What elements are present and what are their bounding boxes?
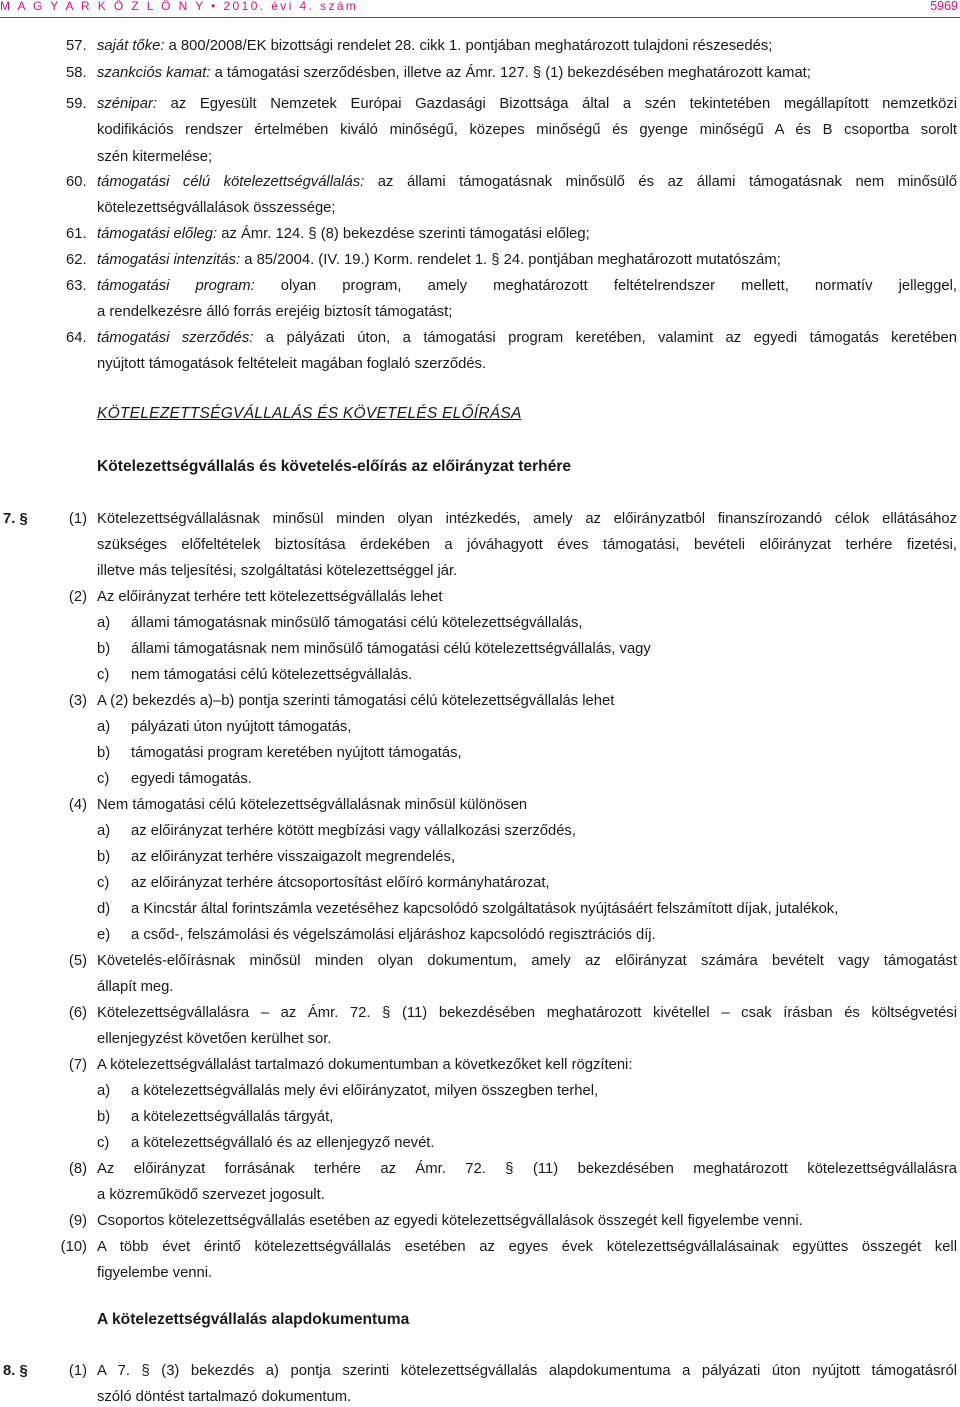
paragraph-text: Kötelezettségvállalásra – az Ámr. 72. § (11) bekezdésében meghatározott kivétellel – csak írásban és költségvetési <box>97 1005 957 1021</box>
paragraph-text: A több évet érintő kötelezettségvállalás esetében az egyes évek kötelezettségvállalásainak együttes összegét kell <box>97 1239 957 1255</box>
definition-continuation: a rendelkezésre álló forrás erejéig biztosít támogatást; <box>97 304 453 320</box>
paragraph-text: A 7. § (3) bekezdés a) pontja szerinti kötelezettségvállalás alapdokumentuma a pályázati úton nyújtott támogatásról <box>97 1363 957 1379</box>
chapter-title: KÖTELEZETTSÉGVÁLLALÁS ÉS KÖVETELÉS ELŐÍRÁSA <box>97 405 522 422</box>
item-text: a csőd-, felszámolási és végelszámolási eljáráshoz kapcsolódó regisztrációs díj. <box>131 927 656 943</box>
paragraph-number: (1) <box>68 1363 87 1379</box>
paragraph-text: szükséges előfeltételek biztosítása érdekében a jóváhagyott éves támogatási, bevételi előirányzat terhére fizetési, <box>97 537 957 553</box>
paragraph-text: szóló döntést tartalmazó dokumentum. <box>97 1389 352 1405</box>
item-letter: c) <box>97 1135 110 1151</box>
item-letter: c) <box>97 875 110 891</box>
definition-text: az Ámr. 124. § (8) bekezdése szerinti támogatási előleg; <box>217 226 590 242</box>
paragraph-text: ellenjegyzést követően kerülhet sor. <box>97 1031 332 1047</box>
paragraph-text: A (2) bekezdés a)–b) pontja szerinti támogatási célú kötelezettségvállalás lehet <box>97 693 615 709</box>
item-text: a kötelezettségvállaló és az ellenjegyző nevét. <box>131 1135 435 1151</box>
item-text: az előirányzat terhére átcsoportosítást előíró kormányhatározat, <box>131 875 550 891</box>
definition-text: a 85/2004. (IV. 19.) Korm. rendelet 1. § 24. pontjában meghatározott mutatószám; <box>240 252 781 268</box>
section-number: 7. § <box>3 511 28 527</box>
paragraph-text: állapít meg. <box>97 979 174 995</box>
item-text: támogatási program keretében nyújtott támogatás, <box>131 745 462 761</box>
definition-text: olyan program, amely meghatározott feltételrendszer mellett, normatív jelleggel, <box>254 278 958 294</box>
definition-continuation: nyújtott támogatások feltételeit magában foglaló szerződés. <box>97 356 487 372</box>
definition-continuation: kötelezettségvállalások összessége; <box>97 200 336 216</box>
definition-item <box>97 251 781 270</box>
definition-term: szankciós kamat: <box>97 65 211 81</box>
paragraph-number: (10) <box>60 1239 87 1255</box>
definition-item <box>97 225 590 244</box>
definition-item <box>97 37 772 56</box>
header-rule <box>0 17 960 18</box>
paragraph-text: A kötelezettségvállalást tartalmazó dokumentumban a következőket kell rögzíteni: <box>97 1057 633 1073</box>
paragraph-number: (9) <box>68 1213 87 1229</box>
definition-term: támogatási intenzitás: <box>97 252 241 268</box>
definition-term: támogatási célú kötelezettségvállalás: <box>97 174 365 190</box>
item-text: a Kincstár által forintszámla vezetéséhez kapcsolódó szolgáltatások nyújtásáért felszámított díjak, jutalékok, <box>131 901 839 917</box>
item-text: egyedi támogatás. <box>131 771 252 787</box>
item-letter: c) <box>97 667 110 683</box>
definition-text: a 800/2008/EK bizottsági rendelet 28. cikk 1. pontjában meghatározott tulajdoni részesedés; <box>164 38 773 54</box>
paragraph-number: (1) <box>68 511 87 527</box>
section-subtitle: A kötelezettségvállalás alapdokumentuma <box>97 1311 410 1328</box>
item-letter: e) <box>97 927 111 943</box>
definition-item <box>97 329 957 348</box>
item-letter: b) <box>97 745 111 761</box>
journal-title: M A G Y A R K Ö Z L Ö N Y • 2010. évi 4. szám <box>0 0 359 13</box>
item-letter: d) <box>97 901 111 917</box>
paragraph-text: Az előirányzat forrásának terhére az Ámr. 72. § (11) bekezdésében meghatározott kötelezettségvállalásra <box>97 1161 957 1177</box>
definition-number: 63. <box>66 278 87 294</box>
definition-number: 60. <box>66 174 87 190</box>
paragraph-text: Kötelezettségvállalásnak minősül minden olyan intézkedés, amely az előirányzatból finanszírozandó célok ellátásához <box>97 511 957 527</box>
item-letter: b) <box>97 1109 111 1125</box>
page-number: 5969 <box>930 0 958 13</box>
definition-term: támogatási program: <box>97 278 255 294</box>
item-letter: b) <box>97 849 111 865</box>
definition-item <box>97 173 957 192</box>
item-text: a kötelezettségvállalás mely évi előirányzatot, milyen összegben terhel, <box>131 1083 599 1099</box>
item-letter: a) <box>97 719 111 735</box>
definition-term: támogatási előleg: <box>97 226 218 242</box>
definition-term: saját tőke: <box>97 38 165 54</box>
definition-term: támogatási szerződés: <box>97 330 254 346</box>
item-text: az előirányzat terhére visszaigazolt megrendelés, <box>131 849 456 865</box>
definition-number: 64. <box>66 330 87 346</box>
paragraph-text: illetve más teljesítési, szolgáltatási kötelezettséggel jár. <box>97 563 458 579</box>
paragraph-text: Csoportos kötelezettségvállalás esetében az egyedi kötelezettségvállalások összegét kell figyelembe venni. <box>97 1213 803 1229</box>
paragraph-text: Követelés-előírásnak minősül minden olyan dokumentum, amely az előirányzat számára bevételt vagy támogatást <box>97 953 957 969</box>
paragraph-text: Nem támogatási célú kötelezettségvállalásnak minősül különösen <box>97 797 528 813</box>
page-header <box>0 0 960 16</box>
definition-text: az Egyesült Nemzetek Európai Gazdasági Bizottsága által a szén tekintetében megállapított nemzetközi <box>157 96 957 112</box>
paragraph-text: Az előirányzat terhére tett kötelezettségvállalás lehet <box>97 589 443 605</box>
item-letter: a) <box>97 823 111 839</box>
paragraph-text: a közreműködő szervezet jogosult. <box>97 1187 325 1203</box>
definition-continuation: kodifikációs rendszer értelmében kiváló minőségű, közepes minőségű és gyenge minőségű A és B csoportba sorolt <box>97 122 957 138</box>
definition-text: a pályázati úton, a támogatási program keretében, valamint az egyedi támogatás keretében <box>253 330 957 346</box>
item-letter: c) <box>97 771 110 787</box>
item-text: a kötelezettségvállalás tárgyát, <box>131 1109 334 1125</box>
definition-text: az állami támogatásnak minősülő és az állami támogatásnak nem minősülő <box>364 174 957 190</box>
paragraph-number: (4) <box>68 797 87 813</box>
definition-number: 59. <box>66 96 87 112</box>
item-text: nem támogatási célú kötelezettségvállalás. <box>131 667 413 683</box>
item-text: pályázati úton nyújtott támogatás, <box>131 719 352 735</box>
definition-item <box>97 277 957 296</box>
definition-number: 61. <box>66 226 87 242</box>
section-number: 8. § <box>3 1363 28 1379</box>
section-subtitle: Kötelezettségvállalás és követelés-előírás az előirányzat terhére <box>97 458 572 475</box>
paragraph-number: (5) <box>68 953 87 969</box>
item-text: az előirányzat terhére kötött megbízási vagy vállalkozási szerződés, <box>131 823 576 839</box>
definition-number: 62. <box>66 252 87 268</box>
item-text: állami támogatásnak nem minősülő támogatási célú kötelezettségvállalás, vagy <box>131 641 651 657</box>
item-letter: b) <box>97 641 111 657</box>
item-text: állami támogatásnak minősülő támogatási célú kötelezettségvállalás, <box>131 615 583 631</box>
paragraph-number: (8) <box>68 1161 87 1177</box>
definition-term: szénipar: <box>97 96 158 112</box>
paragraph-number: (6) <box>68 1005 87 1021</box>
definition-number: 57. <box>66 38 87 54</box>
item-letter: a) <box>97 1083 111 1099</box>
definition-item <box>97 95 957 114</box>
paragraph-text: figyelembe venni. <box>97 1265 213 1281</box>
item-letter: a) <box>97 615 111 631</box>
definition-continuation: szén kitermelése; <box>97 149 213 165</box>
paragraph-number: (3) <box>68 693 87 709</box>
paragraph-number: (2) <box>68 589 87 605</box>
definition-item <box>97 64 811 83</box>
definition-number: 58. <box>66 65 87 81</box>
paragraph-number: (7) <box>68 1057 87 1073</box>
definition-text: a támogatási szerződésben, illetve az Ámr. 127. § (1) bekezdésében meghatározott kamat; <box>210 65 811 81</box>
